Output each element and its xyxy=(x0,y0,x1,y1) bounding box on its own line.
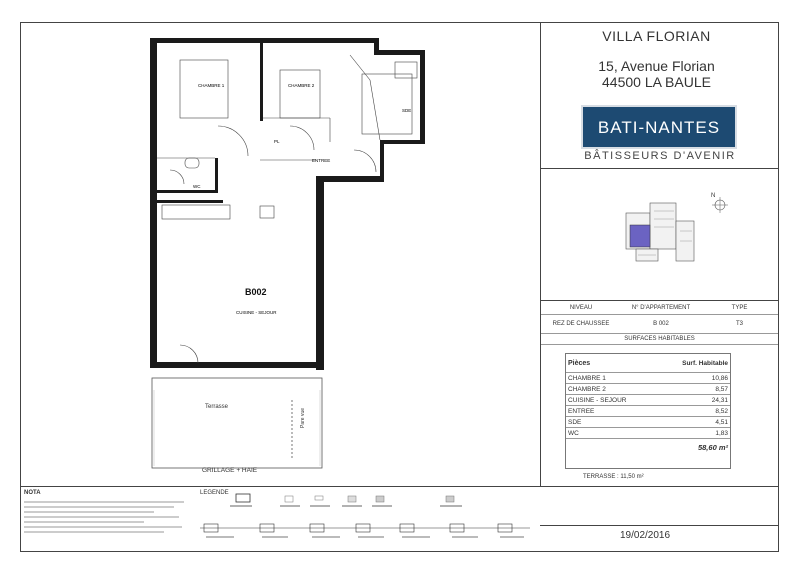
plan-label-pare-vue: Pare vue xyxy=(300,407,306,428)
plan-label-unit: B002 xyxy=(245,287,267,297)
plan-date: 19/02/2016 xyxy=(620,530,671,541)
site-map xyxy=(608,185,758,275)
value-appartement: B 002 xyxy=(653,321,669,327)
address-line-1: 15, Avenue Florian xyxy=(598,58,715,74)
plan-label-cuisine: CUISINE - SEJOUR xyxy=(236,310,277,315)
room-name: WC xyxy=(566,428,657,439)
plan-label-grillage: GRILLAGE + HAIE xyxy=(202,467,258,474)
table-row xyxy=(566,428,730,439)
surfaces-table xyxy=(565,353,731,469)
plan-interior-lines xyxy=(157,55,417,363)
room-name: ENTREE xyxy=(566,406,657,417)
compass-label: N xyxy=(711,193,716,199)
table-row xyxy=(566,395,730,406)
legend-strip xyxy=(200,524,530,532)
room-name: CHAMBRE 2 xyxy=(566,384,657,395)
plan-label-wc: WC xyxy=(193,184,201,189)
plan-label-chambre2: CHAMBRE 2 xyxy=(288,83,315,88)
brand-logo: BATI-NANTES xyxy=(581,105,737,149)
nota-title: NOTA xyxy=(24,490,41,496)
address-line-2: 44500 LA BAULE xyxy=(602,74,711,90)
room-area: 10,86 xyxy=(657,373,730,384)
surfaces-header-row xyxy=(566,354,730,373)
info-divider-2 xyxy=(540,300,779,301)
table-row xyxy=(566,384,730,395)
value-niveau: REZ DE CHAUSSEE xyxy=(552,321,610,327)
header-appartement: N° D'APPARTEMENT xyxy=(631,305,691,311)
project-name: VILLA FLORIAN xyxy=(602,28,711,44)
room-area: 24,31 xyxy=(657,395,730,406)
room-area: 8,52 xyxy=(657,406,730,417)
footer-date-divider xyxy=(540,525,779,526)
table-row xyxy=(566,373,730,384)
terrace-note: TERRASSE : 11,50 m² xyxy=(583,474,644,480)
plan-terrace-hatch xyxy=(154,390,320,466)
column-divider xyxy=(540,22,541,486)
plan-label-entree: ENTREE xyxy=(312,158,331,163)
plan-label-terrasse: Terrasse xyxy=(205,404,229,410)
plan-terrace xyxy=(152,378,322,468)
plan-label-chambre1: CHAMBRE 1 xyxy=(198,83,225,88)
surfaces-total-row xyxy=(566,439,730,456)
header-pieces: Pièces xyxy=(566,354,657,373)
header-surface: Surf. Habitable xyxy=(657,354,730,373)
legend-title: LEGENDE xyxy=(200,490,229,496)
header-niveau: NIVEAU xyxy=(569,305,593,311)
floor-plan xyxy=(140,30,440,485)
room-name: CHAMBRE 1 xyxy=(566,373,657,384)
unit-location-highlight xyxy=(630,225,650,247)
surfaces-total: 58,60 m² xyxy=(697,442,728,452)
table-row xyxy=(566,417,730,428)
room-name: CUISINE - SEJOUR xyxy=(566,395,657,406)
room-area: 1,83 xyxy=(657,428,730,439)
value-type: T3 xyxy=(735,321,743,327)
room-name: SDE xyxy=(566,417,657,428)
nota-text-block xyxy=(24,498,189,536)
legend-symbols xyxy=(200,492,530,548)
legend-symbol-box xyxy=(236,494,250,502)
unit-info-header xyxy=(541,303,778,315)
footer-divider xyxy=(20,486,779,487)
unit-info-values xyxy=(541,315,778,334)
unit-info-table xyxy=(541,303,778,345)
header-type: TYPE xyxy=(731,305,748,311)
plan-label-sde: SDE xyxy=(402,108,412,113)
surfaces-section-title: SURFACES HABITABLES xyxy=(541,334,778,345)
brand-tagline: BÂTISSEURS D'AVENIR xyxy=(584,150,736,162)
plan-label-pl: PL xyxy=(274,139,280,144)
table-row xyxy=(566,406,730,417)
info-divider-1 xyxy=(540,168,779,169)
room-area: 8,57 xyxy=(657,384,730,395)
room-area: 4,51 xyxy=(657,417,730,428)
